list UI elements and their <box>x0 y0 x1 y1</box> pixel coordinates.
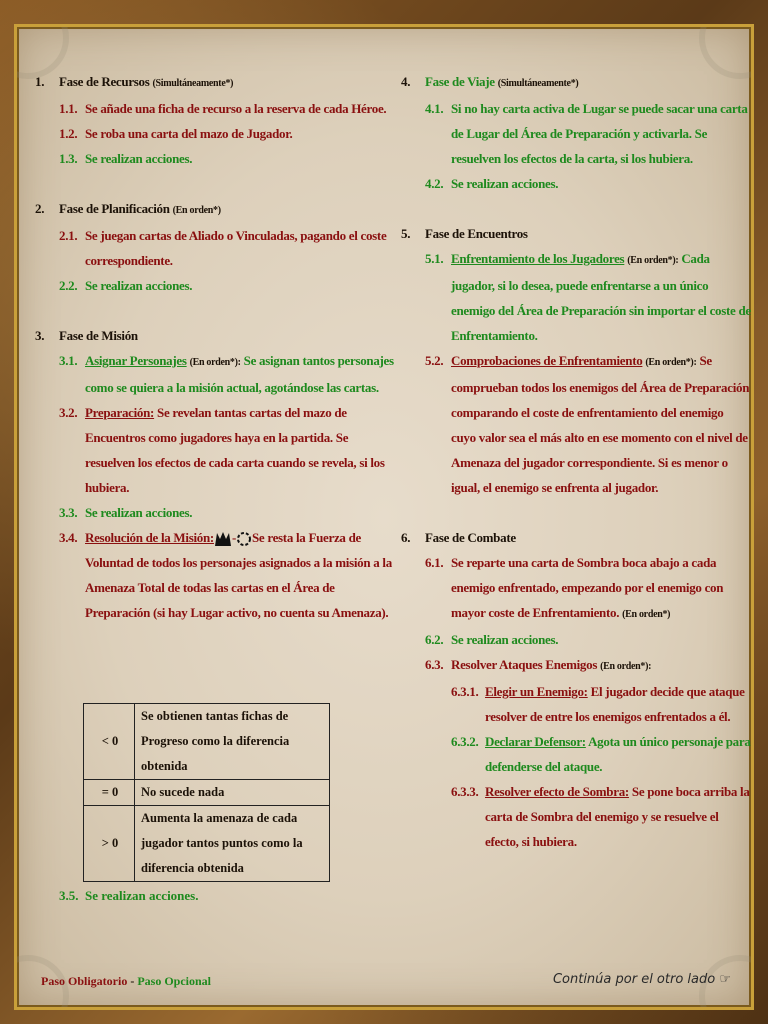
step-1-1 <box>59 96 395 121</box>
step-number: 6.3.1. <box>451 684 479 699</box>
step-text: Se juegan cartas de Aliado o Vinculadas, pagando el coste correspondiente. <box>85 228 387 268</box>
legend-optional: Paso Opcional <box>137 974 212 988</box>
phase-number: 1. <box>35 74 45 89</box>
phase-title: Fase de Recursos <box>59 74 150 89</box>
step-text: Se realizan acciones. <box>85 278 193 293</box>
step-number: 1.2. <box>59 126 78 141</box>
step-number: 1.3. <box>59 151 78 166</box>
phase-title: Fase de Encuentros <box>425 226 528 241</box>
left-column <box>35 69 395 625</box>
step-6-3 <box>425 652 751 679</box>
continue-note: Continúa por el otro lado ☞ <box>552 972 731 987</box>
table-row <box>84 704 330 780</box>
phase-number: 2. <box>35 201 45 216</box>
legend <box>41 974 211 989</box>
step-4-2 <box>425 171 751 196</box>
step-2-2 <box>59 273 395 298</box>
step-6-3-1 <box>451 679 751 729</box>
step-text: Se realizan acciones. <box>85 888 199 903</box>
step-text: Agota un único personaje para defenderse del ataque. <box>485 734 751 774</box>
phase-note: (En orden*) <box>172 205 221 216</box>
step-text: Se asignan tantos personajes como se quiera a la misión actual, agotándose las cartas. <box>85 353 394 395</box>
phase-note: (Simultáneamente*) <box>497 78 579 89</box>
step-label: Declarar Defensor: <box>485 734 586 749</box>
step-5-1 <box>425 246 751 348</box>
step-1-3 <box>59 146 395 171</box>
step-text: Se revelan tantas cartas del mazo de Encuentros como jugadores haya en la partida. Se resuelven los efectos de cada carta cuando se revela, si los hubiera. <box>85 405 385 495</box>
phase-resources-heading <box>35 69 395 96</box>
phase-planning-heading <box>35 196 395 223</box>
phase-number: 4. <box>401 74 411 89</box>
step-3-5 <box>59 883 199 908</box>
step-separator: - <box>231 530 236 545</box>
step-label: Comprobaciones de Enfrentamiento <box>451 353 643 368</box>
step-3-2 <box>59 400 395 500</box>
step-text: Se reparte una carta de Sombra boca abajo a cada enemigo enfrentado, empezando por el enemigo con mayor coste de Enfrentamiento. <box>451 555 724 620</box>
step-number: 3.1. <box>59 353 78 368</box>
step-text: Cada jugador, si lo desea, puede enfrentarse a un único enemigo del Área de Preparación sin importar el coste de Enfrentamiento. <box>451 251 751 343</box>
step-text: Se comprueban todos los enemigos del Área de Preparación comparando el coste de enfrentamiento del enemigo cuyo valor sea el más alto en ese momento con el nivel de Amenaza del jugador correspondiente. Si es menor o igual, el enemigo se enfrenta al jugador. <box>451 353 750 495</box>
step-3-1 <box>59 348 395 400</box>
phase-title: Fase de Planificación <box>59 201 170 216</box>
step-label: Preparación: <box>85 405 155 420</box>
legend-mandatory: Paso Obligatorio <box>41 974 128 988</box>
phase-title: Fase de Viaje <box>425 74 495 89</box>
step-label: Enfrentamiento de los Jugadores <box>451 251 625 266</box>
step-label: Resolución de la Misión: <box>85 530 214 545</box>
step-1-2 <box>59 121 395 146</box>
phase-title: Fase de Misión <box>59 328 138 343</box>
step-number: 3.3. <box>59 505 78 520</box>
step-text: Se añade una ficha de recurso a la reserva de cada Héroe. <box>85 101 387 116</box>
progress-ring-icon <box>236 531 252 547</box>
step-text: Se realizan acciones. <box>85 505 193 520</box>
phase-quest-heading <box>35 323 395 348</box>
step-6-3-3 <box>451 779 751 854</box>
right-column <box>401 69 751 854</box>
step-label: Elegir un Enemigo: <box>485 684 588 699</box>
step-6-2 <box>425 627 751 652</box>
table-cell: > 0 <box>84 806 135 882</box>
phase-title: Fase de Combate <box>425 530 516 545</box>
step-text: Se roba una carta del mazo de Jugador. <box>85 126 293 141</box>
table-row <box>84 806 330 882</box>
step-text: Se realizan acciones. <box>451 176 559 191</box>
step-5-2 <box>425 348 751 500</box>
step-note: (En orden*): <box>627 255 679 266</box>
quest-resolution-table <box>83 703 330 882</box>
step-3-3 <box>59 500 395 525</box>
step-label: Resolver efecto de Sombra: <box>485 784 629 799</box>
step-number: 3.2. <box>59 405 78 420</box>
step-text: Se realizan acciones. <box>451 632 559 647</box>
step-note: (En orden*) <box>622 609 671 620</box>
phase-note: (Simultáneamente*) <box>152 78 234 89</box>
phase-number: 3. <box>35 328 45 343</box>
threat-crown-icon <box>214 530 232 548</box>
table-cell: Se obtienen tantas fichas de Progreso como la diferencia obtenida <box>135 704 330 780</box>
step-3-4 <box>59 525 395 625</box>
step-text: Si no hay carta activa de Lugar se puede sacar una carta de Lugar del Área de Preparación y activarla. Se resuelven los efectos de la carta, si los hubiera. <box>451 101 748 166</box>
phase-travel-heading <box>401 69 751 96</box>
step-4-1 <box>425 96 751 171</box>
step-text: Se pone boca arriba la carta de Sombra del enemigo y se resuelve el efecto, si hubiera. <box>485 784 750 849</box>
rules-card <box>14 24 754 1010</box>
step-note: (En orden*): <box>189 357 241 368</box>
phase-encounter-heading <box>401 221 751 246</box>
step-note: (En orden*): <box>645 357 697 368</box>
phase-combat-heading <box>401 525 751 550</box>
table-cell: < 0 <box>84 704 135 780</box>
step-number: 4.2. <box>425 176 444 191</box>
step-text: Se realizan acciones. <box>85 151 193 166</box>
table-cell: Aumenta la amenaza de cada jugador tantos puntos como la diferencia obtenida <box>135 806 330 882</box>
phase-number: 5. <box>401 226 411 241</box>
table-cell: = 0 <box>84 780 135 806</box>
legend-separator: - <box>127 974 138 988</box>
step-number: 6.3. <box>425 657 444 672</box>
step-number: 5.2. <box>425 353 444 368</box>
step-number: 3.4. <box>59 530 78 545</box>
step-number: 2.1. <box>59 228 78 243</box>
step-number: 1.1. <box>59 101 78 116</box>
table-cell: No sucede nada <box>135 780 330 806</box>
table-row <box>84 780 330 806</box>
step-number: 3.5. <box>59 888 79 903</box>
step-number: 4.1. <box>425 101 444 116</box>
step-number: 6.2. <box>425 632 444 647</box>
step-number: 2.2. <box>59 278 78 293</box>
step-number: 6.1. <box>425 555 444 570</box>
step-text: Se resta la Fuerza de Voluntad de todos los personajes asignados a la misión a la Amenaza Total de todas las cartas en el Área de Preparación (si hay Lugar activo, no cuenta su Amenaza). <box>85 530 392 620</box>
step-2-1 <box>59 223 395 273</box>
step-number: 6.3.2. <box>451 734 479 749</box>
step-text: El jugador decide que ataque resolver de entre los enemigos enfrentados a él. <box>485 684 745 724</box>
step-text: Resolver Ataques Enemigos <box>451 657 598 672</box>
step-number: 6.3.3. <box>451 784 479 799</box>
step-label: Asignar Personajes <box>85 353 187 368</box>
step-6-3-2 <box>451 729 751 779</box>
phase-number: 6. <box>401 530 411 545</box>
step-note: (En orden*): <box>600 661 652 672</box>
step-6-1 <box>425 550 751 627</box>
step-number: 5.1. <box>425 251 444 266</box>
